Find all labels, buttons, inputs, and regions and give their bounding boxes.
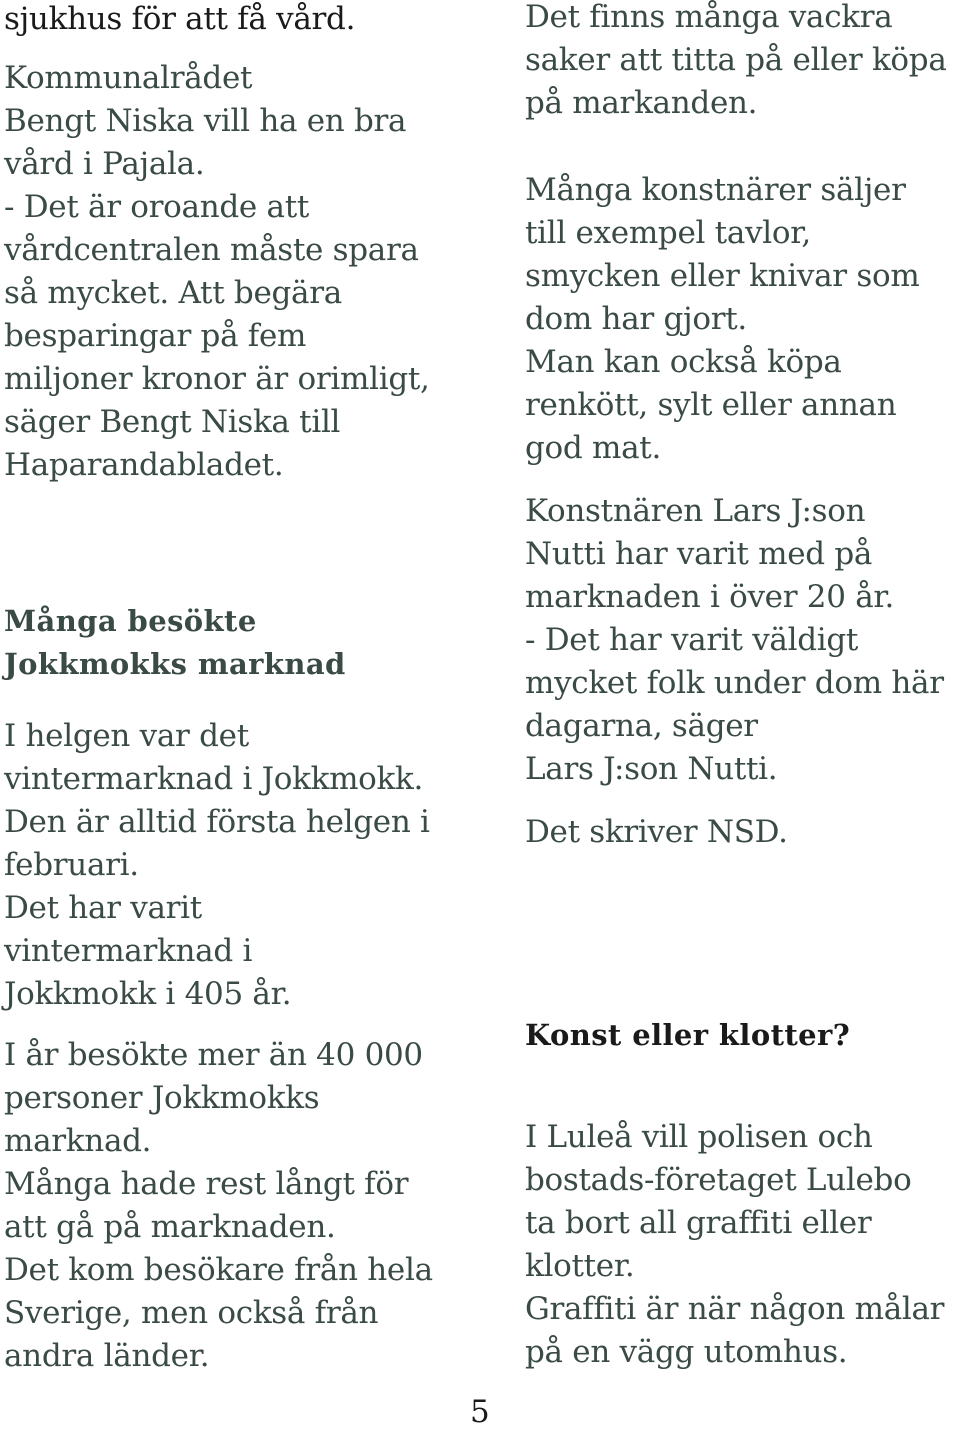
- text-line: dagarna, säger: [525, 708, 758, 744]
- text-line: god mat.: [525, 430, 661, 466]
- text-line: Det har varit: [4, 890, 202, 926]
- text-line: Den är alltid första helgen i: [4, 804, 430, 840]
- text-line: på markanden.: [525, 85, 758, 121]
- text-line: I år besökte mer än 40 000: [4, 1037, 423, 1073]
- page-number: 5: [470, 1394, 490, 1430]
- text-line: Det kom besökare från hela: [4, 1252, 433, 1288]
- text-line: personer Jokkmokks: [4, 1080, 320, 1116]
- text-line: marknaden i över 20 år.: [525, 579, 895, 615]
- text-line: att gå på marknaden.: [4, 1209, 336, 1245]
- text-line: Många hade rest långt för: [4, 1166, 409, 1202]
- section-heading: Jokkmokks marknad: [4, 647, 346, 681]
- text-line: miljoner kronor är orimligt,: [4, 361, 430, 397]
- text-line: Många konstnärer säljer: [525, 172, 906, 208]
- text-line: Haparandabladet.: [4, 447, 284, 483]
- text-line: - Det är oroande att: [4, 189, 310, 225]
- text-line: mycket folk under dom här: [525, 665, 944, 701]
- text-line: besparingar på fem: [4, 318, 307, 354]
- text-line: ta bort all graffiti eller: [525, 1205, 872, 1241]
- text-line: vintermarknad i Jokkmokk.: [4, 761, 424, 797]
- text-line: andra länder.: [4, 1338, 210, 1374]
- text-line: marknad.: [4, 1123, 152, 1159]
- text-line: Lars J:son Nutti.: [525, 751, 778, 787]
- text-line: klotter.: [525, 1248, 635, 1284]
- text-line: på en vägg utomhus.: [525, 1334, 848, 1370]
- text-line: vård i Pajala.: [4, 146, 205, 182]
- text-line: Bengt Niska vill ha en bra: [4, 103, 407, 139]
- section-heading: Konst eller klotter?: [525, 1018, 851, 1052]
- text-line: Man kan också köpa: [525, 344, 842, 380]
- text-line: februari.: [4, 847, 139, 883]
- text-line: Sverige, men också från: [4, 1295, 379, 1331]
- text-line: Det finns många vackra: [525, 0, 893, 35]
- text-line: vintermarknad i: [4, 933, 253, 969]
- text-line: vårdcentralen måste spara: [4, 232, 419, 268]
- section-heading: Många besökte: [4, 604, 257, 638]
- text-line: I Luleå vill polisen och: [525, 1119, 873, 1155]
- text-line: Konstnären Lars J:son: [525, 493, 866, 529]
- text-line: till exempel tavlor,: [525, 215, 811, 251]
- text-line: Det skriver NSD.: [525, 814, 788, 850]
- text-line: Nutti har varit med på: [525, 536, 873, 572]
- text-line: Jokkmokk i 405 år.: [4, 976, 292, 1012]
- text-line: saker att titta på eller köpa: [525, 42, 947, 78]
- text-line: Kommunalrådet: [4, 60, 253, 96]
- text-line: så mycket. Att begära: [4, 275, 342, 311]
- text-line: dom har gjort.: [525, 301, 747, 337]
- text-line: - Det har varit väldigt: [525, 622, 859, 658]
- text-line: bostads-företaget Lulebo: [525, 1162, 912, 1198]
- text-line: renkött, sylt eller annan: [525, 387, 897, 423]
- text-line: smycken eller knivar som: [525, 258, 920, 294]
- text-line: Graffiti är när någon målar: [525, 1291, 945, 1327]
- text-line: säger Bengt Niska till: [4, 404, 341, 440]
- text-line: I helgen var det: [4, 718, 249, 754]
- text-line: sjukhus för att få vård.: [4, 1, 356, 37]
